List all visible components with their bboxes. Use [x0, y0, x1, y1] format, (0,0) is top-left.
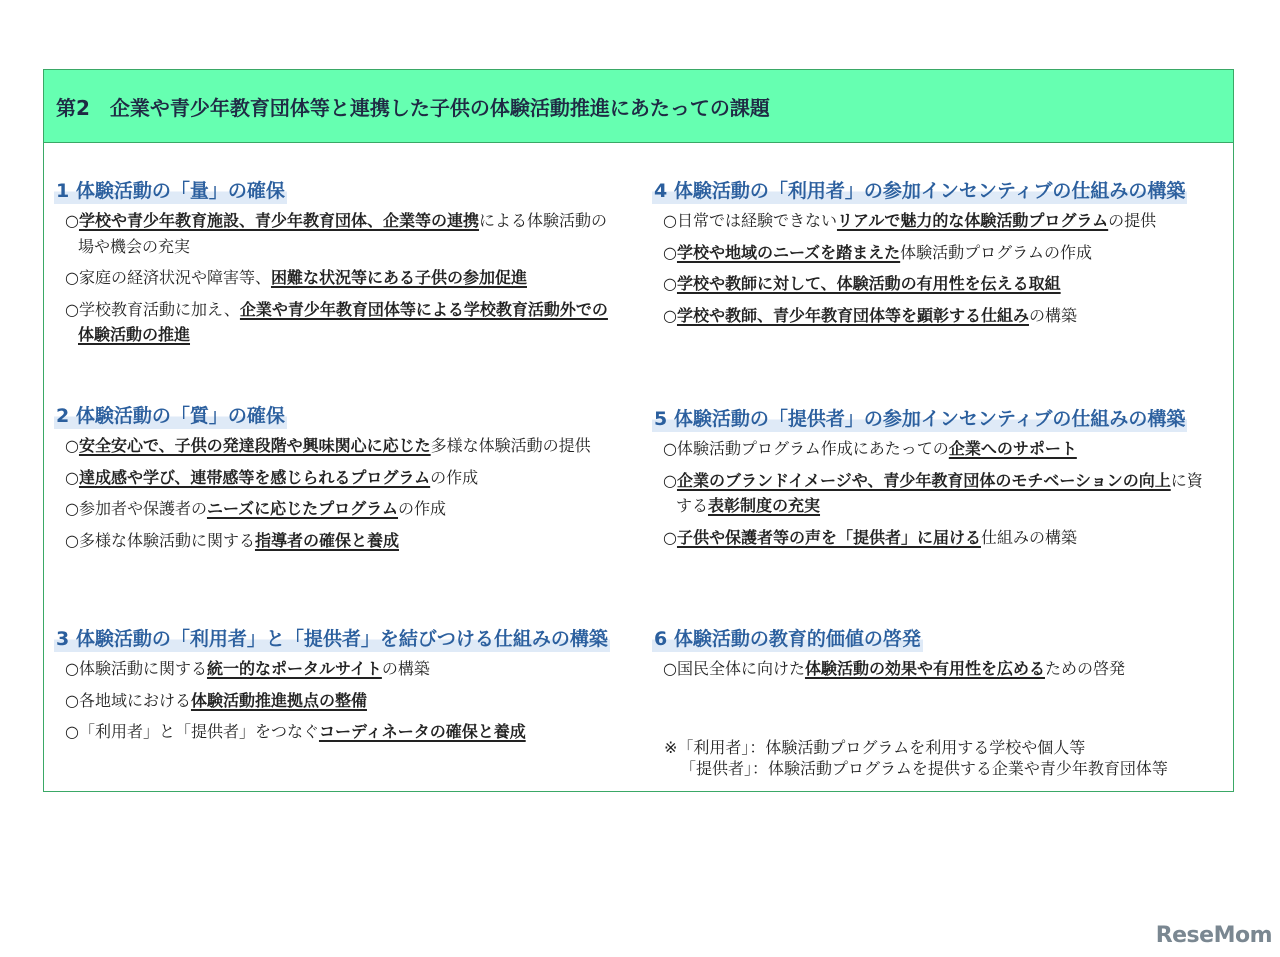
item-text: ○「利用者」と「提供者」をつなぐ: [65, 722, 319, 742]
section-title: 3 体験活動の「利用者」と「提供者」を結びつける仕組みの構築: [54, 624, 610, 652]
item-text: 多様な体験活動の提供: [430, 436, 591, 455]
item-emphasis: 指導者の確保と養成: [254, 530, 399, 550]
section-5: [652, 404, 1212, 556]
item-text: による体験活動の場や機会の充実: [78, 211, 607, 256]
section-3: [54, 624, 644, 751]
resemom-logo: ReseMom: [1155, 923, 1272, 948]
item-text: ○家庭の経済状況や障害等、: [65, 268, 271, 288]
bullet-item: [54, 528, 634, 554]
section-title: 1 体験活動の「量」の確保: [54, 176, 287, 204]
item-emphasis: 学校や教師、青少年教育団体等を顕彰する仕組み: [676, 305, 1029, 325]
item-text: ○: [65, 436, 79, 455]
item-emphasis: コーディネータの確保と養成: [318, 722, 526, 742]
bullet-item: [652, 271, 1212, 297]
item-text: ○体験活動に関する: [65, 659, 207, 678]
item-emphasis: 企業へのサポート: [948, 439, 1077, 458]
footnote-line-1: ※「利用者」：体験活動プログラムを利用する学校や個人等: [664, 738, 1086, 757]
item-emphasis: 学校や地域のニーズを踏まえた: [676, 242, 901, 262]
bullet-item: [54, 265, 614, 291]
bullet-item: [652, 656, 1212, 682]
item-text: ○体験活動プログラム作成にあたっての: [663, 439, 949, 458]
item-emphasis: リアルで魅力的な体験活動プログラム: [836, 211, 1109, 230]
bullet-item: [54, 208, 614, 259]
bullet-item: [652, 525, 1212, 551]
section-items: [652, 656, 1212, 682]
item-emphasis: ニーズに応じたプログラム: [206, 499, 399, 519]
section-2: [54, 401, 634, 559]
section-items: [652, 436, 1212, 550]
bullet-item: [54, 719, 644, 745]
item-text: ○日常では経験できない: [663, 211, 837, 230]
item-text: ○: [663, 470, 677, 490]
item-emphasis: 体験活動推進拠点の整備: [190, 690, 367, 710]
section-items: [652, 208, 1212, 328]
section-items: [54, 656, 644, 745]
item-text: ○: [663, 527, 677, 547]
section-6: [652, 624, 1212, 688]
bullet-item: [54, 433, 634, 459]
item-emphasis: 子供や保護者等の声を「提供者」に届ける: [676, 527, 981, 547]
section-title: 6 体験活動の教育的価値の啓発: [652, 624, 923, 652]
item-text: ○参加者や保護者の: [65, 499, 207, 519]
item-text: ○: [65, 211, 79, 230]
item-text: の作成: [398, 499, 447, 519]
item-emphasis: 困難な状況等にある子供の参加促進: [270, 268, 527, 288]
item-text: ○国民全体に向けた: [663, 659, 805, 678]
item-emphasis: 表彰制度の充実: [708, 496, 821, 516]
item-text: ○各地域における: [65, 690, 191, 710]
section-4: [652, 176, 1212, 334]
section-title: 5 体験活動の「提供者」の参加インセンティブの仕組みの構築: [652, 404, 1187, 432]
bullet-item: [652, 240, 1212, 266]
bullet-item: [54, 496, 634, 522]
bullet-item: [54, 688, 644, 714]
bullet-item: [54, 465, 634, 491]
section-title: 4 体験活動の「利用者」の参加インセンティブの仕組みの構築: [652, 176, 1187, 204]
item-text: ○: [663, 305, 677, 325]
item-emphasis: 達成感や学び、連帯感等を感じられるプログラム: [78, 467, 431, 487]
bullet-item: [54, 297, 614, 348]
item-emphasis: 企業や青少年教育団体等による学校教育活動外での体験活動の推進: [78, 299, 608, 345]
item-emphasis: 企業のブランドイメージや、青少年教育団体のモチベーションの向上: [676, 470, 1171, 490]
item-text: 仕組みの構築: [980, 527, 1077, 547]
bullet-item: [54, 656, 644, 682]
issues-panel: [43, 69, 1234, 792]
item-text: の作成: [430, 467, 479, 487]
item-emphasis: 安全安心で、子供の発達段階や興味関心に応じた: [78, 436, 431, 455]
item-text: の構築: [381, 659, 430, 678]
item-text: ための啓発: [1044, 659, 1125, 678]
item-emphasis: 統一的なポータルサイト: [206, 659, 382, 678]
bullet-item: [652, 468, 1212, 519]
item-text: の構築: [1028, 305, 1077, 325]
item-text: ○多様な体験活動に関する: [65, 530, 255, 550]
item-text: ○: [65, 467, 79, 487]
footnote-line-2: 「提供者」：体験活動プログラムを提供する企業や青少年教育団体等: [680, 758, 1168, 778]
panel-header: [44, 70, 1233, 143]
item-emphasis: 体験活動の効果や有用性を広める: [804, 659, 1045, 678]
item-emphasis: 学校や青少年教育施設、青少年教育団体、企業等の連携: [78, 211, 479, 230]
section-title: 2 体験活動の「質」の確保: [54, 401, 287, 429]
bullet-item: [652, 436, 1212, 462]
item-text: に資する: [676, 470, 1203, 516]
item-text: ○: [663, 242, 677, 262]
panel-title: 第2 企業や青少年教育団体等と連携した子供の体験活動推進にあたっての課題: [56, 95, 770, 120]
item-text: ○学校教育活動に加え、: [65, 299, 240, 319]
bullet-item: [652, 303, 1212, 329]
section-1: [54, 176, 614, 354]
item-text: の提供: [1108, 211, 1157, 230]
section-items: [54, 433, 634, 553]
item-emphasis: 学校や教師に対して、体験活動の有用性を伝える取組: [676, 274, 1061, 294]
section-items: [54, 208, 614, 348]
bullet-item: [652, 208, 1212, 234]
footnote: [664, 738, 1168, 780]
item-text: ○: [663, 274, 677, 294]
item-text: 体験活動プログラムの作成: [900, 242, 1093, 262]
